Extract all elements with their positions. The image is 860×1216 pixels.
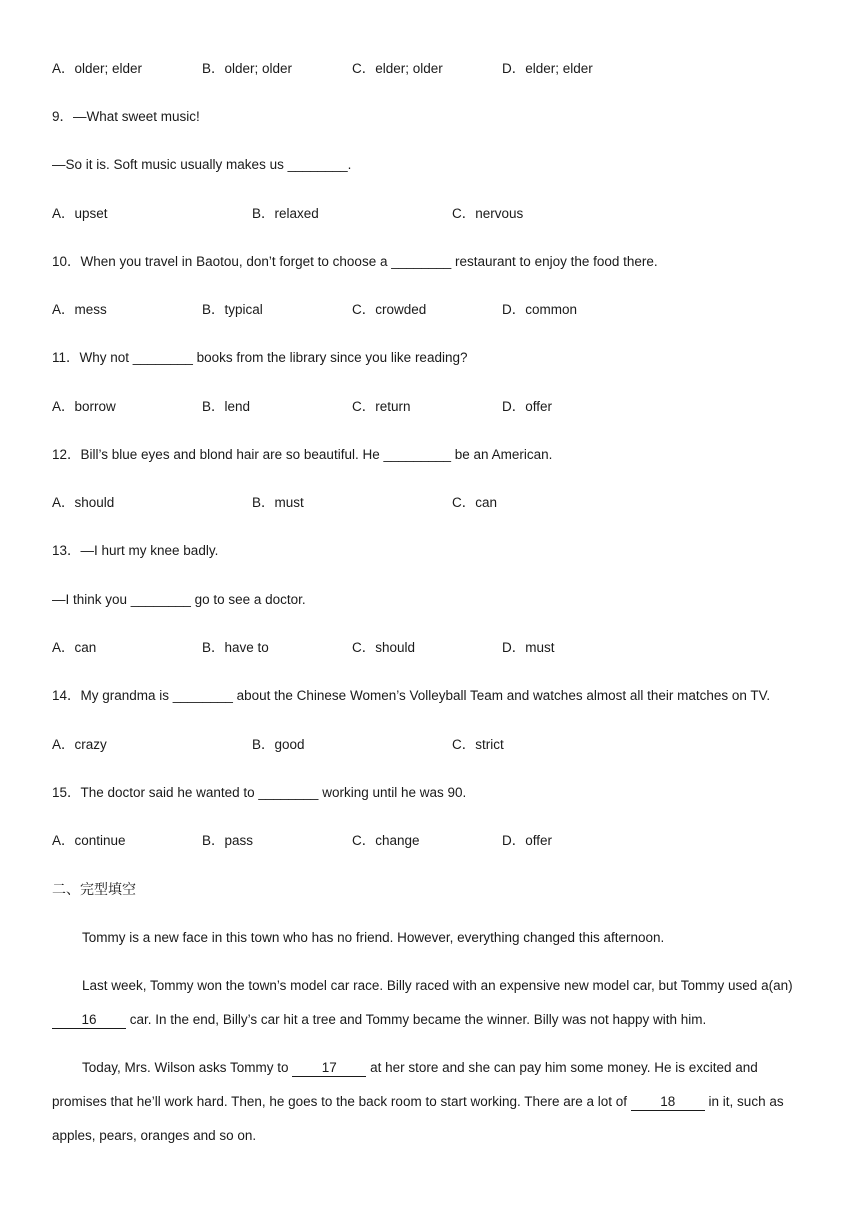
q9-option-b: B．relaxed <box>252 206 319 221</box>
q14-option-c: C．strict <box>452 737 504 752</box>
q12-options <box>52 494 812 512</box>
q13-options <box>52 639 812 657</box>
q13-option-b: B．have to <box>202 640 269 655</box>
q10-stem: 10．When you travel in Baotou, don’t forget to choose a ________ restaurant to enjoy the food there. <box>52 254 658 269</box>
q10-option-a: A．mess <box>52 302 107 317</box>
cloze-paragraph-3-line-2 <box>52 1093 784 1111</box>
q14-options <box>52 736 812 754</box>
q9-options <box>52 205 812 223</box>
q8-option-d: D．elder; elder <box>502 61 593 76</box>
blank-16[interactable]: 16 <box>52 1012 126 1029</box>
q15-stem: 15．The doctor said he wanted to ________ working until he was 90. <box>52 785 467 800</box>
q12-option-b: B．must <box>252 495 304 510</box>
q15-option-c: C．change <box>352 833 420 848</box>
q9-stem: 9．—What sweet music! <box>52 109 200 124</box>
cloze-paragraph-2-text: car. In the end, Billy’s car hit a tree and Tommy became the winner. Billy was not happy with him. <box>126 1012 707 1027</box>
q15-options <box>52 832 812 850</box>
q11-option-b: B．lend <box>202 399 251 414</box>
q13-option-c: C．should <box>352 640 416 655</box>
q12-option-c: C．can <box>452 495 498 510</box>
q8-option-b: B．older; older <box>202 61 293 76</box>
q9-option-c: C．nervous <box>452 206 524 221</box>
q11-option-a: A．borrow <box>52 399 116 414</box>
q11-option-c: C．return <box>352 399 411 414</box>
q12-stem: 12．Bill’s blue eyes and blond hair are so beautiful. He _________ be an American. <box>52 447 553 462</box>
q15-option-d: D．offer <box>502 833 553 848</box>
q12-option-a: A．should <box>52 495 115 510</box>
q13-option-d: D．must <box>502 640 555 655</box>
q10-option-c: C．crowded <box>352 302 427 317</box>
q8-option-a: A．older; elder <box>52 61 143 76</box>
q13-reply: —I think you ________ go to see a doctor. <box>52 592 306 607</box>
q11-stem: 11．Why not ________ books from the library since you like reading? <box>52 350 468 365</box>
q10-options <box>52 301 812 319</box>
q14-option-a: A．crazy <box>52 737 107 752</box>
cloze-paragraph-3-text-d: in it, such as <box>704 1094 784 1109</box>
cloze-paragraph-3-text-a: Today, Mrs. Wilson asks Tommy to <box>82 1060 293 1075</box>
q10-option-d: D．common <box>502 302 578 317</box>
q13-stem: 13．—I hurt my knee badly. <box>52 543 219 558</box>
q15-option-a: A．continue <box>52 833 126 848</box>
cloze-paragraph-3-line-1 <box>82 1059 758 1077</box>
q8-option-c: C．elder; older <box>352 61 443 76</box>
q11-option-d: D．offer <box>502 399 553 414</box>
blank-18[interactable]: 18 <box>631 1094 705 1111</box>
q9-option-a: A．upset <box>52 206 108 221</box>
cloze-paragraph-1: Tommy is a new face in this town who has no friend. However, everything changed this afternoon. <box>82 930 665 945</box>
q15-option-b: B．pass <box>202 833 254 848</box>
q14-stem: 14．My grandma is ________ about the Chinese Women’s Volleyball Team and watches almost all their matches on TV. <box>52 688 771 703</box>
section-heading: 二、完型填空 <box>52 881 136 897</box>
q8-options <box>52 60 812 78</box>
cloze-paragraph-3-text-b: at her store and she can pay him some money. He is excited and <box>366 1060 758 1075</box>
q13-option-a: A．can <box>52 640 97 655</box>
cloze-paragraph-3-line-3: apples, pears, oranges and so on. <box>52 1128 257 1143</box>
blank-17[interactable]: 17 <box>292 1060 366 1077</box>
q14-option-b: B．good <box>252 737 305 752</box>
cloze-paragraph-3-text-c: promises that he’ll work hard. Then, he goes to the back room to start working. There are a lot of <box>52 1094 631 1109</box>
cloze-paragraph-2-line-2 <box>52 1011 706 1029</box>
q9-reply: —So it is. Soft music usually makes us ________. <box>52 157 352 172</box>
q10-option-b: B．typical <box>202 302 263 317</box>
cloze-paragraph-2-line-1: Last week, Tommy won the town’s model car race. Billy raced with an expensive new model car, but Tommy used a(an) <box>82 978 793 993</box>
q11-options <box>52 398 812 416</box>
